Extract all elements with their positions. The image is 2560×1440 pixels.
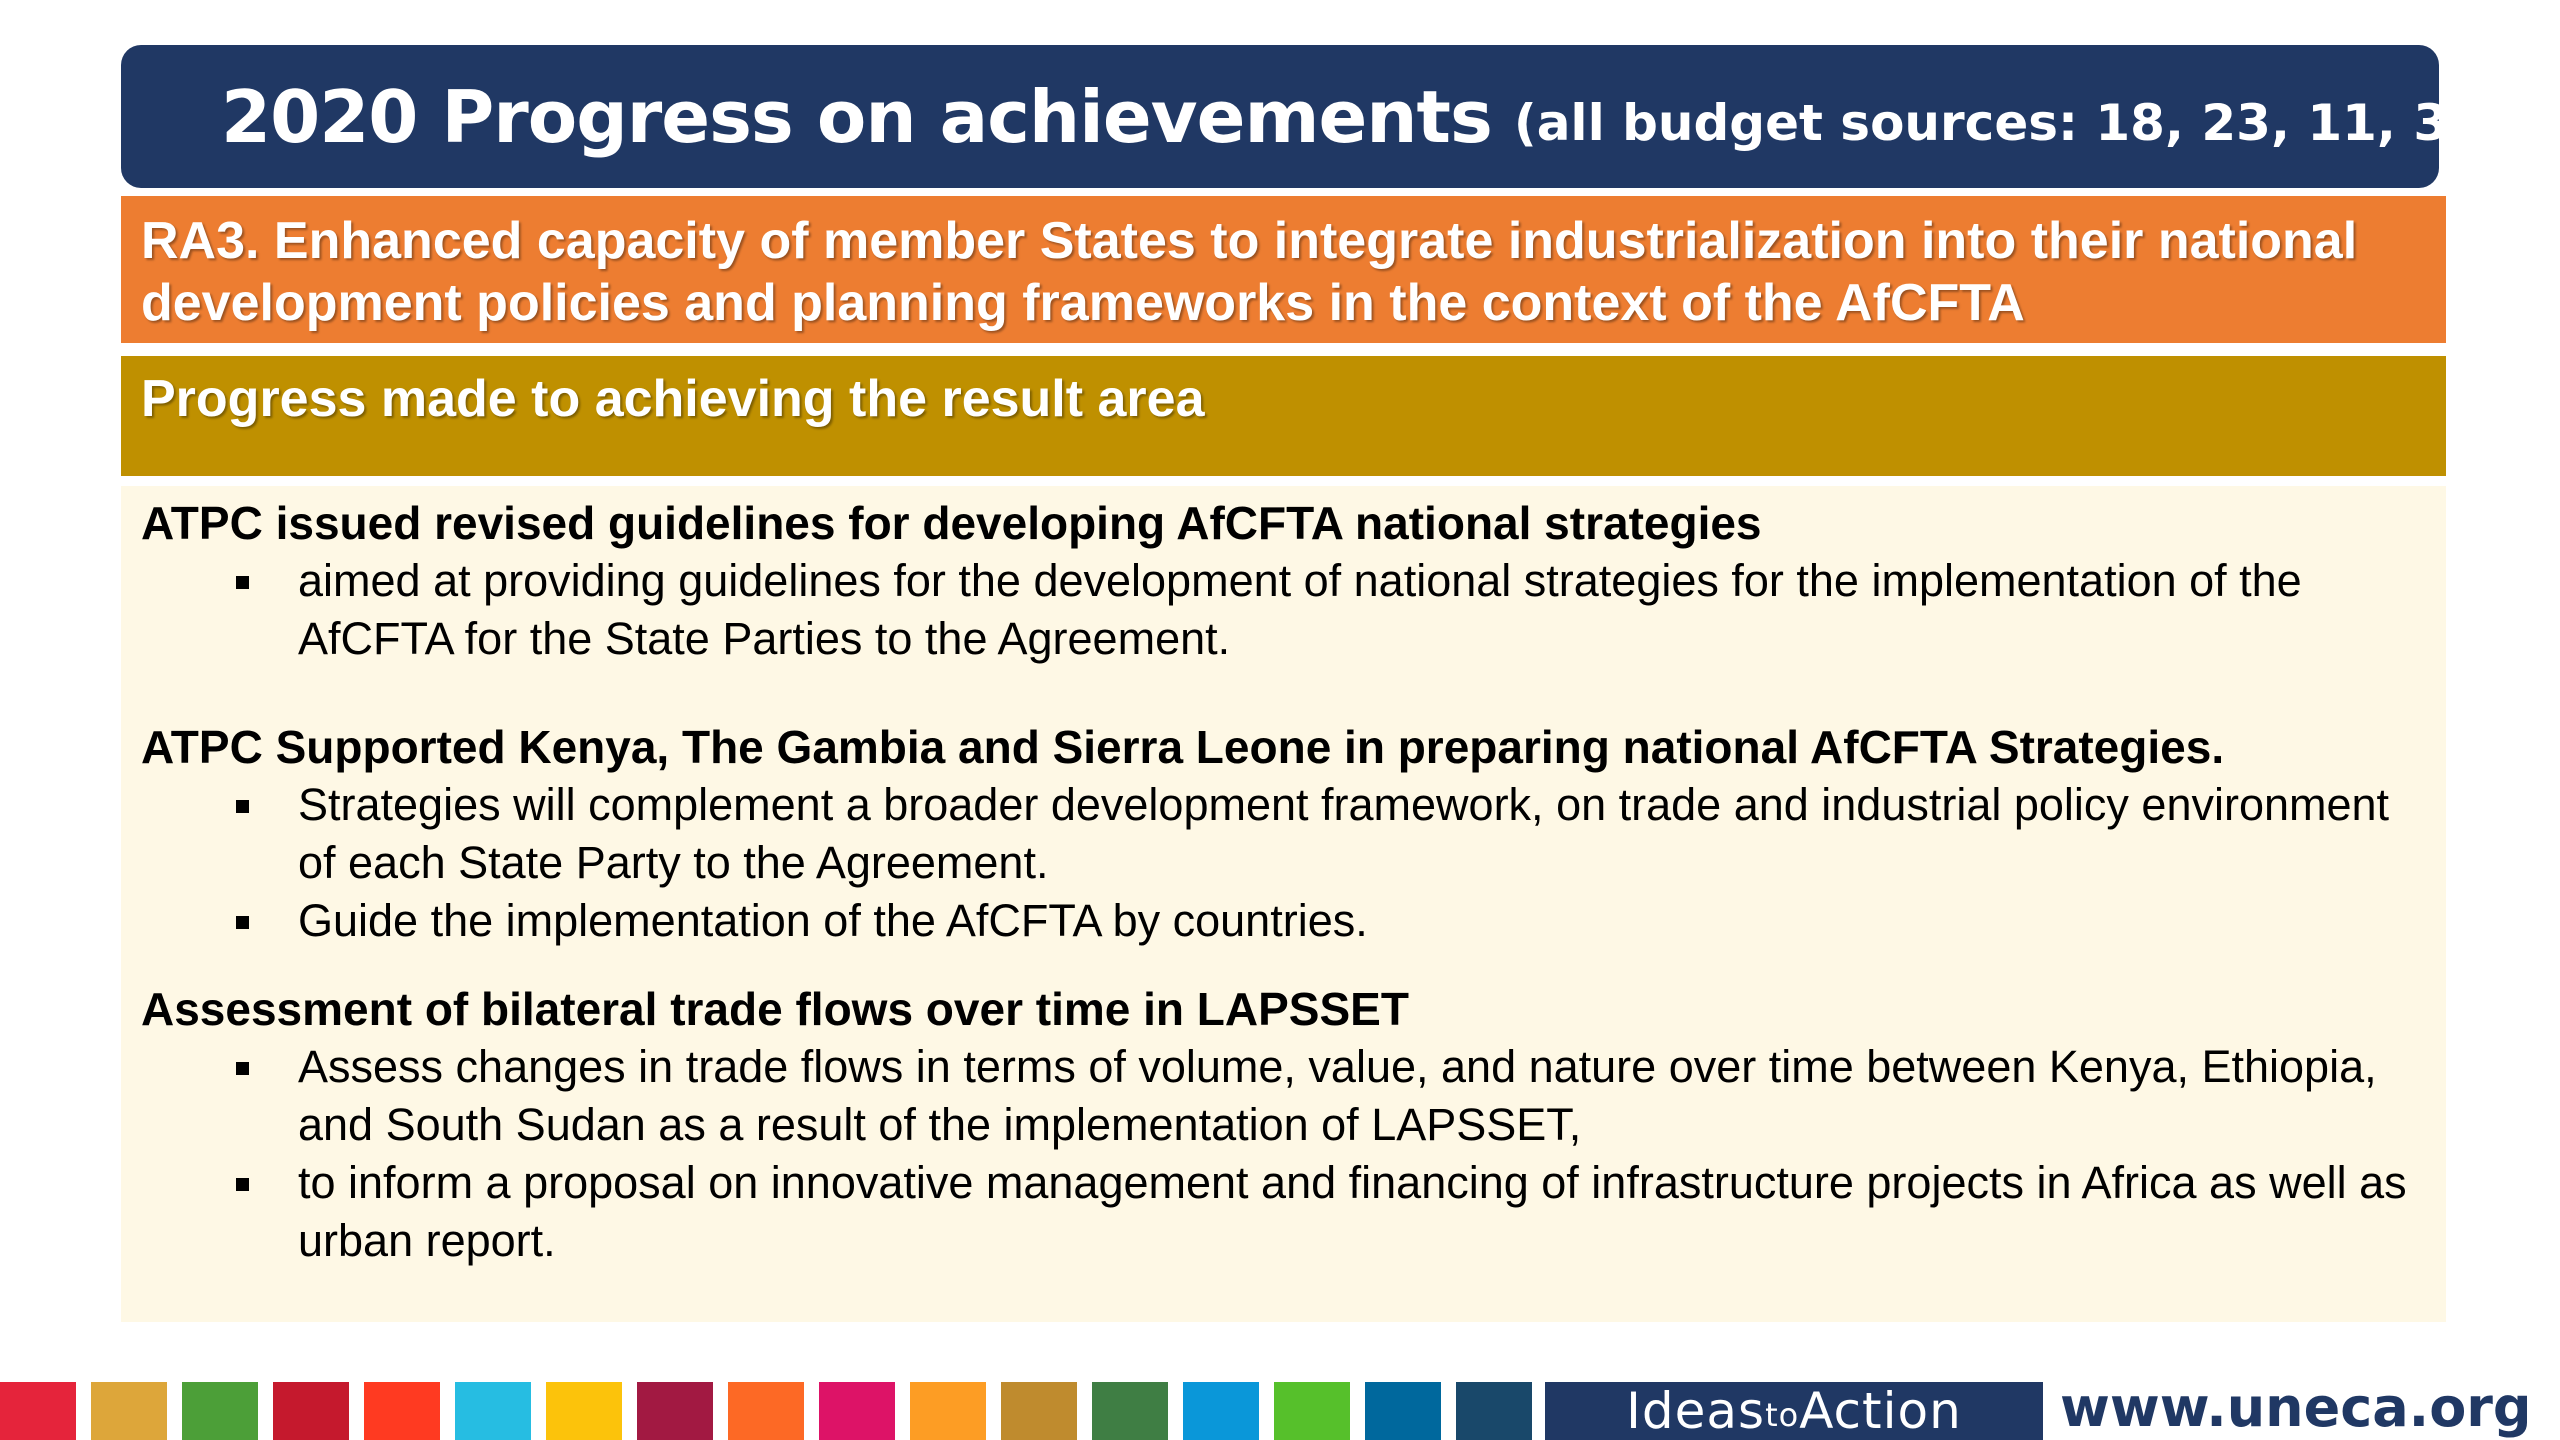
achievements-content xyxy=(121,486,2446,1322)
ideas-to-action-logo xyxy=(1545,1382,2043,1440)
sdg-color-swatch-5 xyxy=(364,1382,440,1440)
sdg-color-swatch-11 xyxy=(910,1382,986,1440)
section-heading: Assessment of bilateral trade flows over time in LAPSSET xyxy=(141,983,1409,1035)
tagline-ideas: Ideas xyxy=(1626,1382,1766,1440)
sdg-color-swatch-9 xyxy=(728,1382,804,1440)
website-link[interactable]: www.uneca.org xyxy=(2060,1376,2532,1439)
progress-heading-text: Progress made to achieving the result area xyxy=(141,370,1205,428)
bullet-item: Guide the implementation of the AfCFTA by countries. xyxy=(236,892,2426,950)
result-area-banner xyxy=(121,196,2446,343)
bullet-item: to inform a proposal on innovative management and financing of infrastructure projects in Africa as well as urban report. xyxy=(236,1154,2426,1270)
section-lapsset-assessment xyxy=(141,980,2426,1270)
sdg-color-swatch-8 xyxy=(637,1382,713,1440)
tagline-action: Action xyxy=(1799,1382,1962,1440)
bullet-list xyxy=(141,776,2426,950)
sdg-color-swatch-1 xyxy=(0,1382,76,1440)
result-area-text: RA3. Enhanced capacity of member States to integrate industrialization into their national development policies and planning frameworks in the context of the AfCFTA xyxy=(141,212,2358,332)
slide-title-budget-sources: (all budget sources: 18, 23, 11, 35) xyxy=(1513,93,2506,152)
sdg-color-swatch-17 xyxy=(1456,1382,1532,1440)
sdg-color-swatch-3 xyxy=(182,1382,258,1440)
sdg-color-swatch-2 xyxy=(91,1382,167,1440)
sdg-color-swatch-4 xyxy=(273,1382,349,1440)
section-country-support xyxy=(141,718,2426,950)
bullet-list xyxy=(141,1038,2426,1270)
slide-title-bar xyxy=(121,45,2506,188)
progress-heading-banner xyxy=(121,356,2446,476)
bullet-item: Strategies will complement a broader development framework, on trade and industrial policy environment of each State Party to the Agreement. xyxy=(236,776,2426,892)
sdg-color-swatch-14 xyxy=(1183,1382,1259,1440)
sdg-color-swatch-16 xyxy=(1365,1382,1441,1440)
section-guidelines xyxy=(141,494,2426,668)
sdg-color-swatch-15 xyxy=(1274,1382,1350,1440)
sdg-color-swatch-10 xyxy=(819,1382,895,1440)
section-heading: ATPC Supported Kenya, The Gambia and Sierra Leone in preparing national AfCFTA Strategies. xyxy=(141,721,2225,773)
bullet-item: aimed at providing guidelines for the development of national strategies for the implementation of the AfCFTA for the State Parties to the Agreement. xyxy=(236,552,2426,668)
section-heading: ATPC issued revised guidelines for developing AfCFTA national strategies xyxy=(141,497,1762,549)
tagline-to: to xyxy=(1765,1396,1800,1434)
sdg-color-strip xyxy=(0,1382,1532,1440)
sdg-color-swatch-7 xyxy=(546,1382,622,1440)
slide-title: 2020 Progress on achievements xyxy=(221,74,1492,159)
bullet-item: Assess changes in trade flows in terms of volume, value, and nature over time between Kenya, Ethiopia, and South Sudan as a result of the implementation of LAPSSET, xyxy=(236,1038,2426,1154)
sdg-color-swatch-13 xyxy=(1092,1382,1168,1440)
sdg-color-swatch-6 xyxy=(455,1382,531,1440)
sdg-color-swatch-12 xyxy=(1001,1382,1077,1440)
bullet-list xyxy=(141,552,2426,668)
